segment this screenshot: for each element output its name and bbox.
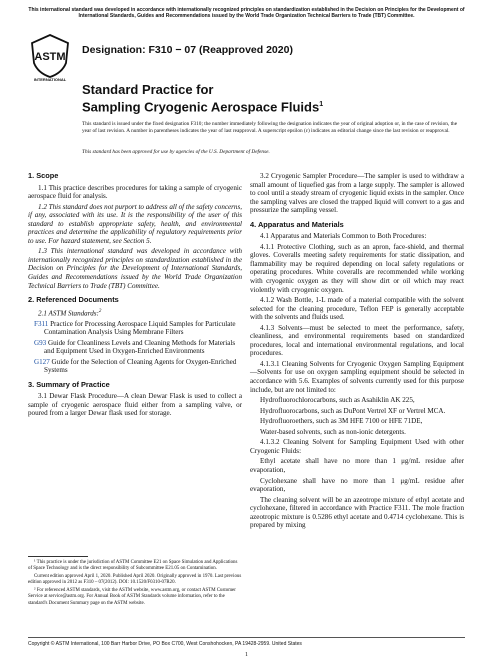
para-4-1-3-2: 4.1.3.2 Cleaning Solvent for Sampling Equipment Used with other Cryogenic Fluids: (250, 438, 464, 455)
approved-note: This standard has been approved for use by agencies of the U.S. Department of Defense. (82, 149, 270, 155)
solvent-list-item: Hydrofluorochlorocarbons, such as Asahiklin AK 225, (260, 396, 415, 405)
solvent-requirement: Cyclohexane shall have no more than 1 μg/mL residue after evaporation, (250, 476, 464, 494)
section-2-heading: 2. Referenced Documents (28, 295, 119, 305)
reference-g127: G127 Guide for the Selection of Cleaning Agents for Oxygen-Enriched Systems (34, 357, 237, 375)
footnote-2: ² For referenced ASTM standards, visit the ASTM website, www.astm.org, or contact ASTM Customer Service at service@astm.org. For Annual Book of ASTM Standards volume information, refer to the standard's Document Summary page on the ASTM website. (28, 588, 236, 606)
para-4-1-3: 4.1.3 Solvents—must be selected to meet the performance, safety, cleanliness, and environmental requirements based on standardized procedures, local and international environmental regulations, and local procedures. (250, 323, 464, 358)
left-column (28, 172, 242, 420)
para-1-3: 1.3 This international standard was developed in accordance with internationally recognized principles on standardization established in the Decision on Principles for the Development of International Standards, Guides and Recommendations issued by the World Trade Organization Technical Barriers to Trade (TBT) Committee. (28, 247, 242, 290)
para-4-1-3-1: 4.1.3.1 Cleaning Solvents for Cryogenic Oxygen Sampling Equipment—Solvents for use on oxygen sampling equipment should be selected in accordance with 5.6. Examples of solvents currently used for this purpose include, but are not limited to: (250, 359, 464, 394)
title-line-2: Sampling Cryogenic Aerospace Fluids$^1$ (82, 99, 324, 115)
copyright-divider (28, 637, 465, 638)
astm-logo-icon (28, 33, 72, 83)
document-title (82, 82, 462, 114)
astm-logo (28, 33, 72, 83)
para-4-1: 4.1 Apparatus and Materials Common to Both Procedures: (260, 232, 427, 241)
section-3-heading: 3. Summary of Practice (28, 379, 110, 389)
para-2-1: 2.1 ASTM Standards:$^2$ (38, 308, 102, 318)
ref-code-link[interactable]: F311 (34, 319, 49, 328)
top-notice: This international standard was developed in accordance with internationally recognized principles on standardization established in the Decision on Principles for the Development of International Standards, Guides and Recommendations issued by the World Trade Organization Technical Barriers to Trade (TBT) Committee. (28, 7, 465, 20)
page-number: 1 (245, 652, 248, 658)
para-3-2: 3.2 Cryogenic Sampler Procedure—The sampler is used to withdraw a small amount of liquefied gas from a large supply. The sampler is allowed to cool until a steady stream of cryogenic liquid exists in the sampler. Once the sampling valves are closed the trapped liquid will convert to a gas and pressurize the sampling vessel. (250, 172, 464, 215)
solvent-list-item: Hydrofluoroethers, such as 3M HFE 7100 or HFE 71DE, (260, 417, 423, 426)
solvent-list-item: Water-based solvents, such as non-ionic detergents. (260, 427, 406, 436)
logo-caption: INTERNATIONAL (33, 77, 67, 82)
footnotes (28, 560, 242, 609)
section-4-heading: 4. Apparatus and Materials (250, 219, 344, 229)
ref-code-link[interactable]: G93 (34, 338, 47, 347)
para-azeotrope: The cleaning solvent will be an azeotrope mixture of ethyl acetate and cyclohexane, filtered in accordance with Practice F311. The mole fraction azeotropic mixture is 0.5286 ethyl acetate and 0.4714 cyclohexane. This is prepared by mixing (250, 495, 464, 530)
para-4-1-2: 4.1.2 Wash Bottle, 1-L made of a material compatible with the solvent selected for the cleaning procedure, Teflon FEP is generally acceptable with the solvents and fluids used. (250, 296, 464, 322)
para-3-1: 3.1 Dewar Flask Procedure—A clean Dewar Flask is used to collect a sample of cryogenic aerospace fluid either from a sampling valve, or poured from a larger Dewar flask used for storage. (28, 392, 242, 418)
solvent-requirement: Ethyl acetate shall have no more than 1 μg/mL residue after evaporation, (250, 457, 464, 474)
para-1-2: 1.2 This standard does not purport to address all of the safety concerns, if any, associated with its use. It is the responsibility of the user of this standard to establish appropriate safety, health, and environmental practices and determine the applicability of regulatory requirements prior to use. For hazard statement, see Section 5. (28, 202, 243, 245)
footnote-1-edition: Current edition approved April 1, 2020. Published April 2020. Originally approved in 1970. Last previous edition approved in 2012 as F310 – 07(2012). DOI: 10.1520/F0310-07R20. (28, 574, 242, 586)
para-1-1: 1.1 This practice describes procedures for taking a sample of cryogenic aerospace fluid for analysis. (28, 183, 242, 201)
designation: Designation: F310 − 07 (Reapproved 2020) (82, 44, 293, 56)
reference-f311: F311 Practice for Processing Aerospace Liquid Samples for Particulate Contamination Analysis Using Membrane Filters (34, 319, 236, 337)
solvent-list-item: Hydrofluorocarbons, such as DuPont Vertrel XF or Vertrel MCA. (260, 406, 446, 415)
para-4-1-1: 4.1.1 Protective Clothing, such as an apron, face-shield, and thermal gloves. Coveralls meeting safety requirements for static dissipation, and flammability may be required depending on local safety regulations or operating procedures. White coveralls are recommended while working with cryogenic oxygen as they will show dirt or oil which may react violently with cryogenic oxygen. (250, 242, 464, 294)
issued-note: This standard is issued under the fixed designation F310; the number immediately following the designation indicates the year of original adoption or, in the case of revision, the year of last revision. A number in parentheses indicates the year of last reapproval. A superscript epsilon (ε) indicates an editorial change since the last revision or reapproval. (82, 121, 458, 134)
title-line-1: Standard Practice for (82, 82, 214, 97)
section-1-heading: 1. Scope (28, 171, 59, 180)
svg-text:ASTM: ASTM (34, 51, 66, 63)
title-footnote-mark: 1 (319, 101, 324, 108)
right-column (250, 172, 464, 532)
copyright: Copyright © ASTM International, 100 Barr Harbor Drive, PO Box C700, West Conshohocken, PA 19428-2959. United States (28, 641, 302, 647)
reference-g93: G93 Guide for Cleanliness Levels and Cleaning Methods for Materials and Equipment Used in Oxygen-Enriched Environments (34, 338, 236, 356)
footnote-divider (28, 556, 88, 557)
footnote-1: ¹ This practice is under the jurisdiction of ASTM Committee E21 on Space Simulation and Applications of Space Technology and is the direct responsibility of Subcommittee E21.05 on Contamination. (28, 560, 238, 572)
ref-code-link[interactable]: G127 (34, 357, 50, 366)
